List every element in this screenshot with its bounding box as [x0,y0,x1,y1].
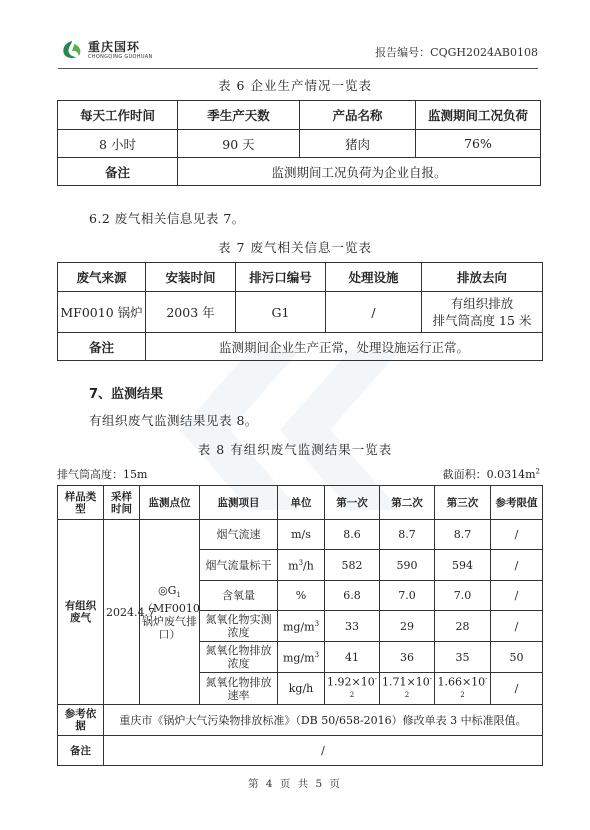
section-6-2-text: 6.2 废气相关信息见表 7。 [89,211,245,226]
value-cell: 35 [435,642,491,673]
point-code: $◎G_1$ [158,583,181,599]
value-cell: 594 [435,550,491,581]
report-number: 报告编号：CQGH2024AB0108 [375,46,538,59]
unit-cell: $mg/m^3$ [278,611,325,642]
company-logo [60,40,153,60]
section-area: 截面积：$0.0314m^2$ [442,467,540,481]
value-cell: 6.8 [325,581,380,611]
table8-caption: 表 8 有组织废气监测结果一览表 [197,442,393,457]
item-cell: 氮氧化物排放速率 [200,673,278,705]
table7-cell: / [326,292,422,333]
section-7-intro: 有组织废气监测结果见表 8。 [89,413,258,428]
value-cell: 28 [435,611,491,642]
table6-cell: 猪肉 [300,130,416,158]
sample-type-cell: 有组织废气 [58,520,104,705]
table8-remark-text: / [104,736,543,766]
table7-header-cell: 排污口编号 [236,263,326,292]
basis-text: 重庆市《锅炉大气污染物排放标准》（DB 50/658-2016）修改单表 3 中标准限值。 [104,705,543,736]
table7-discharge-cell [422,292,543,333]
limit-cell: / [491,520,543,550]
discharge-line-2: 排气筒高度 15 米 [432,313,532,328]
table8-header-limit: 参考限值 [491,486,543,520]
monitoring-point-cell [140,520,200,705]
table7-waste-gas-info [57,262,543,361]
point-description: （MF0010锅炉废气排口） [142,601,200,641]
value-cell: 33 [325,611,380,642]
item-cell: 含氧量 [200,581,278,611]
item-cell: 烟气流量标干 [200,550,278,581]
sample-time-cell: 2024.4.7 [104,520,140,705]
value-cell: 7.0 [380,581,435,611]
table6-header-cell: 季生产天数 [178,101,300,130]
logo-english-name: CHONGQING GUOHUAN [88,53,153,60]
table8-remark-label: 备注 [58,736,104,766]
table7-remark-text: 监测期间企业生产正常，处理设施运行正常。 [146,333,543,361]
table8-header-item: 监测项目 [200,486,278,520]
value-cell: 7.0 [435,581,491,611]
table7-cell: G1 [236,292,326,333]
table7-cell: MF0010 锅炉 [58,292,146,333]
table7-header-cell: 废气来源 [58,263,146,292]
table7-header-cell: 安装时间 [146,263,236,292]
table8-header-third: 第三次 [435,486,491,520]
table8-header-unit: 单位 [278,486,325,520]
table8-header-time: 采样时间 [104,486,140,520]
value-cell: $1.66\times 10^{-2}$ [435,673,491,705]
value-cell: $1.92\times 10^{-2}$ [325,673,380,705]
table7-header-cell: 排放去向 [422,263,543,292]
value-cell: 41 [325,642,380,673]
table7-remark-label: 备注 [58,333,146,361]
unit-cell: $mg/m^3$ [278,642,325,673]
unit-cell: kg/h [278,673,325,705]
table6-production [57,100,541,186]
value-cell: 36 [380,642,435,673]
page-footer: 第 4 页 共 5 页 [247,778,343,790]
table6-caption: 表 6 企业生产情况一览表 [218,78,372,93]
section-7-heading: 7、监测结果 [89,387,164,402]
table8-header-first: 第一次 [325,486,380,520]
table7-caption: 表 7 废气相关信息一览表 [218,240,372,255]
table6-header-cell: 监测期间工况负荷 [416,101,541,130]
value-cell: 29 [380,611,435,642]
table6-remark-label: 备注 [58,158,178,186]
table8-header-second: 第二次 [380,486,435,520]
value-cell: 8.6 [325,520,380,550]
value-cell: $1.71\times 10^{-2}$ [380,673,435,705]
limit-cell: / [491,611,543,642]
logo-chinese-name: 重庆国环 [88,39,141,54]
limit-cell: 50 [491,642,543,673]
limit-cell: / [491,581,543,611]
value-cell: 590 [380,550,435,581]
table6-cell: 90 天 [178,130,300,158]
unit-cell: $m^3/h$ [278,550,325,581]
table6-cell: 8 小时 [58,130,178,158]
table8-header-point: 监测点位 [140,486,200,520]
table6-header-cell: 每天工作时间 [58,101,178,130]
table8-monitoring-results [57,485,543,766]
table7-header-cell: 处理设施 [326,263,422,292]
basis-label: 参考依据 [58,705,104,736]
item-cell: 氮氧化物排放浓度 [200,642,278,673]
table8-header-type: 样品类型 [58,486,104,520]
page-header [58,38,538,69]
limit-cell: / [491,550,543,581]
value-cell: 582 [325,550,380,581]
stack-height: 排气筒高度：15m [57,468,148,481]
value-cell: 8.7 [435,520,491,550]
item-cell: 烟气流速 [200,520,278,550]
unit-cell: m/s [278,520,325,550]
table6-cell: 76% [416,130,541,158]
table6-header-cell: 产品名称 [300,101,416,130]
value-cell: 8.7 [380,520,435,550]
unit-cell: % [278,581,325,611]
logo-icon [60,40,84,60]
limit-cell: / [491,673,543,705]
table6-remark-text: 监测期间工况负荷为企业自报。 [178,158,541,186]
table7-cell: 2003 年 [146,292,236,333]
discharge-line-1: 有组织排放 [450,296,514,311]
item-cell: 氮氧化物实测浓度 [200,611,278,642]
